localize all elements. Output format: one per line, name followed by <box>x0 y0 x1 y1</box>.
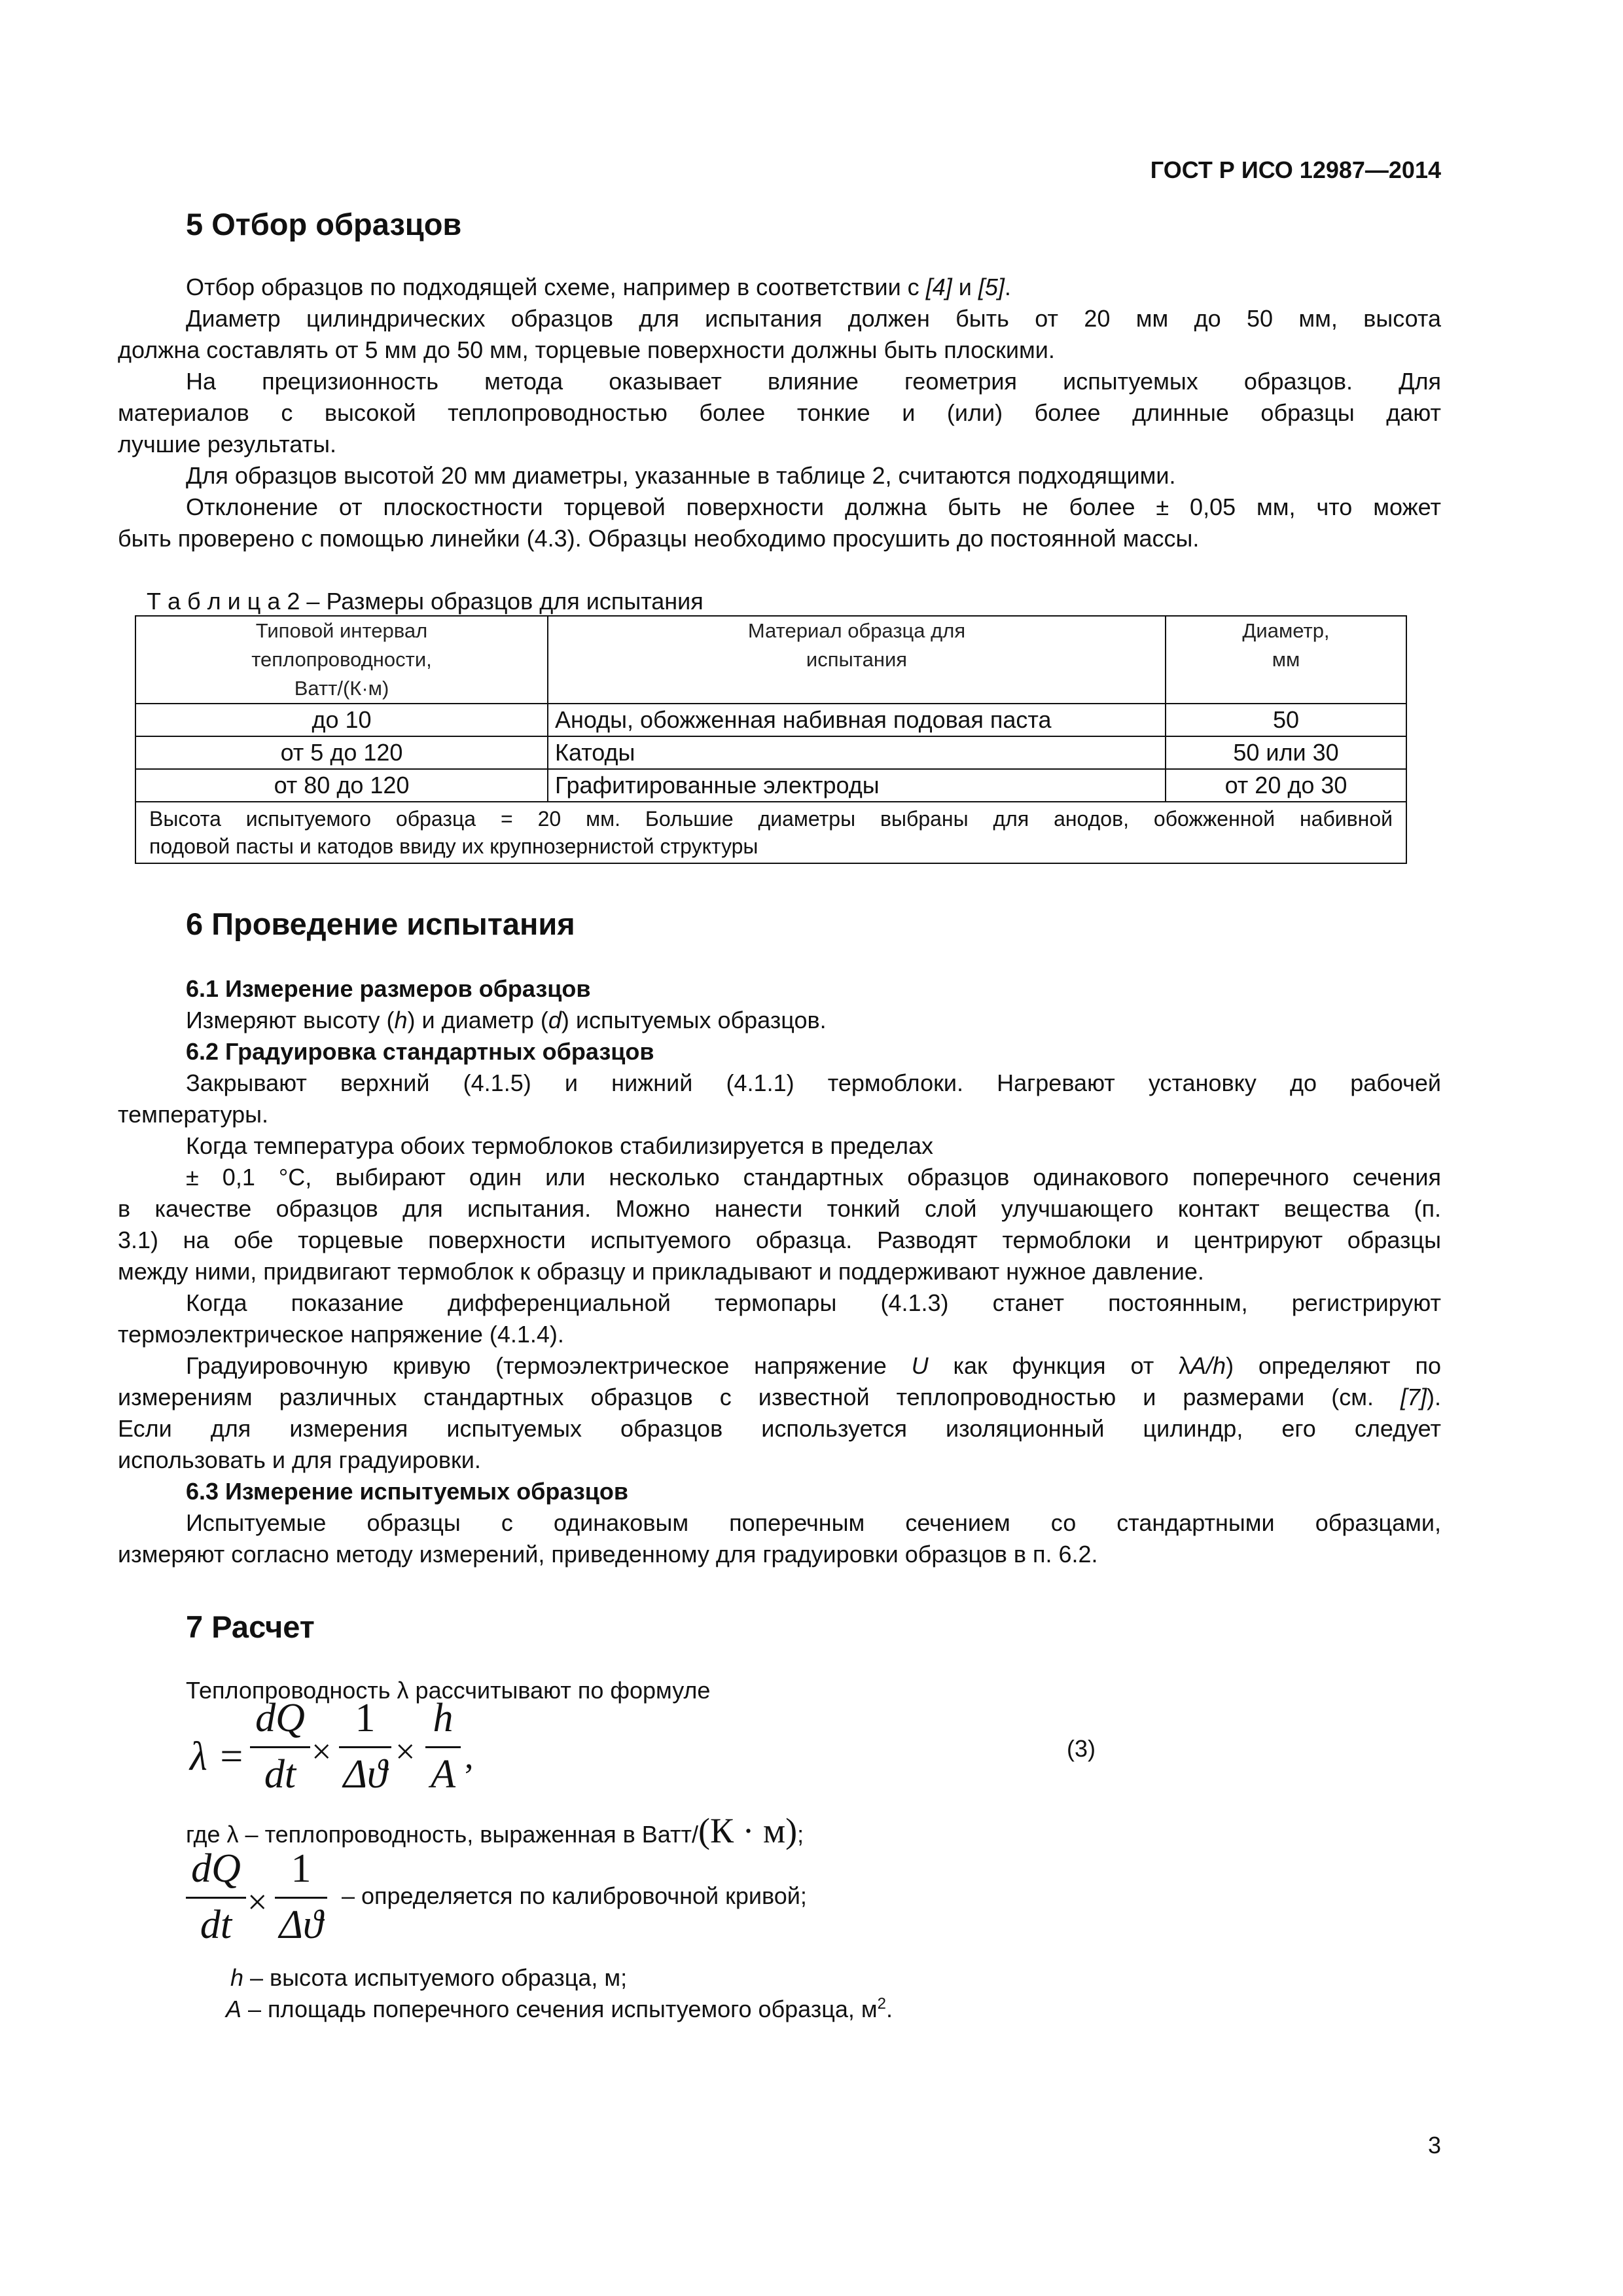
table-cell: от 5 до 120 <box>135 736 548 769</box>
table-cell: 50 <box>1166 704 1406 736</box>
subsection-6-2-p4-line-3: Если для измерения испытуемых образцов используется изоляционный цилиндр, его следует <box>118 1415 1441 1442</box>
fraction-bar <box>186 1897 246 1899</box>
subsection-6-1-title: 6.1 Измерение размеров образцов <box>186 975 591 1002</box>
fraction-1-numerator: dQ <box>255 1696 305 1740</box>
fraction-bar <box>425 1746 461 1748</box>
section-5-paragraph-5-line-1: Отклонение от плоскостности торцевой поверхности должна быть не более ± 0,05 мм, что может <box>186 493 1441 520</box>
a-definition: A – площадь поперечного сечения испытуемого образца, $м^2$. <box>226 1995 893 2022</box>
subsection-6-3-title: 6.3 Измерение испытуемых образцов <box>186 1478 628 1505</box>
calib-fraction-2-numerator: 1 <box>291 1846 312 1891</box>
calib-fraction-1-numerator: dQ <box>191 1846 241 1891</box>
fraction-bar <box>339 1746 391 1748</box>
fraction-3-numerator: h <box>433 1696 454 1740</box>
section-7-title: 7 Расчет <box>186 1609 315 1644</box>
subsection-6-2-p3-line-1: Когда показание дифференциальной термопары (4.1.3) станет постоянным, регистрируют <box>186 1289 1441 1316</box>
header-sample-material: Материал образца для испытания <box>548 616 1166 704</box>
table-note: Высота испытуемого образца = 20 мм. Большие диаметры выбраны для анодов, обожженной набивной подовой пасты и катодов ввиду их крупнозернистой структуры <box>135 802 1406 863</box>
formula-lhs: λ = <box>190 1734 245 1779</box>
section-6-title: 6 Проведение испытания <box>186 906 575 941</box>
table-cell: Графитированные электроды <box>548 769 1166 802</box>
subsection-6-2-p2-line-2: ± 0,1 °С, выбирают один или несколько стандартных образцов одинакового поперечного сечения <box>186 1164 1441 1191</box>
table-header-row <box>135 616 1406 704</box>
fraction-3-denominator: A <box>431 1752 455 1797</box>
table-row <box>135 704 1406 736</box>
section-5-paragraph-2-line-1: Диаметр цилиндрических образцов для испытания должен быть от 20 мм до 50 мм, высота <box>186 305 1441 332</box>
subsection-6-2-p4-line-2: измерениям различных стандартных образцов с известной теплопроводностью и размерами (см. [7]). <box>118 1384 1441 1410</box>
table-cell: Аноды, обожженная набивная подовая паста <box>548 704 1166 736</box>
fraction-bar <box>275 1897 327 1899</box>
subsection-6-2-title: 6.2 Градуировка стандартных образцов <box>186 1038 654 1065</box>
formula-intro: Теплопроводность λ рассчитывают по формуле <box>186 1677 711 1704</box>
subsection-6-2-p2-line-5: между ними, придвигают термоблок к образцу и прикладывают и поддерживают нужное давление. <box>118 1258 1204 1285</box>
calibration-description: – определяется по калибровочной кривой; <box>342 1882 807 1909</box>
document-id: ГОСТ Р ИСО 12987—2014 <box>1150 156 1441 183</box>
table-cell: от 80 до 120 <box>135 769 548 802</box>
section-5-paragraph-4: Для образцов высотой 20 мм диаметры, указанные в таблице 2, считаются подходящими. <box>186 462 1176 489</box>
times-sign: × <box>247 1882 268 1922</box>
times-sign: × <box>395 1732 416 1771</box>
subsection-6-2-p2-line-4: 3.1) на обе торцевые поверхности испытуемого образца. Разводят термоблоки и центрируют образцы <box>118 1227 1441 1253</box>
h-definition: h – высота испытуемого образца, м; <box>230 1964 628 1991</box>
header-conductivity-range: Типовой интервал теплопроводности, Ватт/(К·м) <box>135 616 548 704</box>
table-note-row <box>135 802 1406 863</box>
section-5-paragraph-3-line-2: материалов с высокой теплопроводностью более тонкие и (или) более длинные образцы дают <box>118 399 1441 426</box>
fraction-2-denominator: Δϑ <box>343 1752 387 1797</box>
reference-5: [5] <box>978 274 1005 300</box>
subsection-6-2-p1-line-2: температуры. <box>118 1101 269 1128</box>
table-2 <box>135 615 1407 864</box>
section-5-paragraph-3-line-1: На прецизионность метода оказывает влияние геометрия испытуемых образцов. Для <box>186 368 1441 395</box>
calib-fraction-1-denominator: dt <box>200 1903 232 1947</box>
section-5-paragraph-3-line-3: лучшие результаты. <box>118 431 336 457</box>
subsection-6-2-p2-line-3: в качестве образцов для испытания. Можно нанести тонкий слой улучшающего контакт вещества (п. <box>118 1195 1441 1222</box>
subsection-6-2-p2-line-1: Когда температура обоих термоблоков стабилизируется в пределах <box>186 1132 934 1159</box>
fraction-bar <box>250 1746 310 1748</box>
table-cell: 50 или 30 <box>1166 736 1406 769</box>
page-number: 3 <box>1427 2132 1441 2159</box>
subsection-6-2-p4-line-4: использовать и для градуировки. <box>118 1446 481 1473</box>
formula-comma: , <box>465 1736 474 1776</box>
fraction-1-denominator: dt <box>264 1752 296 1797</box>
table-row <box>135 736 1406 769</box>
header-diameter: Диаметр, мм <box>1166 616 1406 704</box>
reference-4: [4] <box>925 274 952 300</box>
section-5-paragraph-1: Отбор образцов по подходящей схеме, например в соответствии с [4] и [5]. <box>186 274 1011 300</box>
times-sign: × <box>312 1732 332 1771</box>
fraction-2-numerator: 1 <box>355 1696 376 1740</box>
reference-7: [7] <box>1400 1384 1427 1410</box>
table-cell: Катоды <box>548 736 1166 769</box>
section-5-paragraph-5-line-2: быть проверено с помощью линейки (4.3). Образцы необходимо просушить до постоянной массы. <box>118 525 1200 552</box>
subsection-6-2-p4-line-1: Градуировочную кривую (термоэлектрическое напряжение U как функция от λA/h) определяют по <box>186 1352 1442 1379</box>
subsection-6-3-line-2: измеряют согласно методу измерений, приведенному для градуировки образцов в п. 6.2. <box>118 1541 1098 1568</box>
where-lambda-definition: где λ – теплопроводность, выраженная в Ватт/(К · м); <box>186 1811 804 1850</box>
formula-number: (3) <box>1067 1735 1096 1762</box>
subsection-6-1-text: Измеряют высоту (h) и диаметр (d) испытуемых образцов. <box>186 1007 827 1033</box>
subsection-6-2-p3-line-2: термоэлектрическое напряжение (4.1.4). <box>118 1321 564 1348</box>
subsection-6-3-line-1: Испытуемые образцы с одинаковым поперечным сечением со стандартными образцами, <box>186 1509 1441 1536</box>
section-5-title: 5 Отбор образцов <box>186 207 462 242</box>
table-cell: до 10 <box>135 704 548 736</box>
table-2-caption: Т а б л и ц а 2 – Размеры образцов для испытания <box>147 588 704 615</box>
calib-fraction-2-denominator: Δϑ <box>279 1903 323 1947</box>
subsection-6-2-p1-line-1: Закрывают верхний (4.1.5) и нижний (4.1.1) термоблоки. Нагревают установку до рабочей <box>186 1069 1441 1096</box>
table-cell: от 20 до 30 <box>1166 769 1406 802</box>
table-row <box>135 769 1406 802</box>
section-5-paragraph-2-line-2: должна составлять от 5 мм до 50 мм, торцевые поверхности должны быть плоскими. <box>118 336 1055 363</box>
